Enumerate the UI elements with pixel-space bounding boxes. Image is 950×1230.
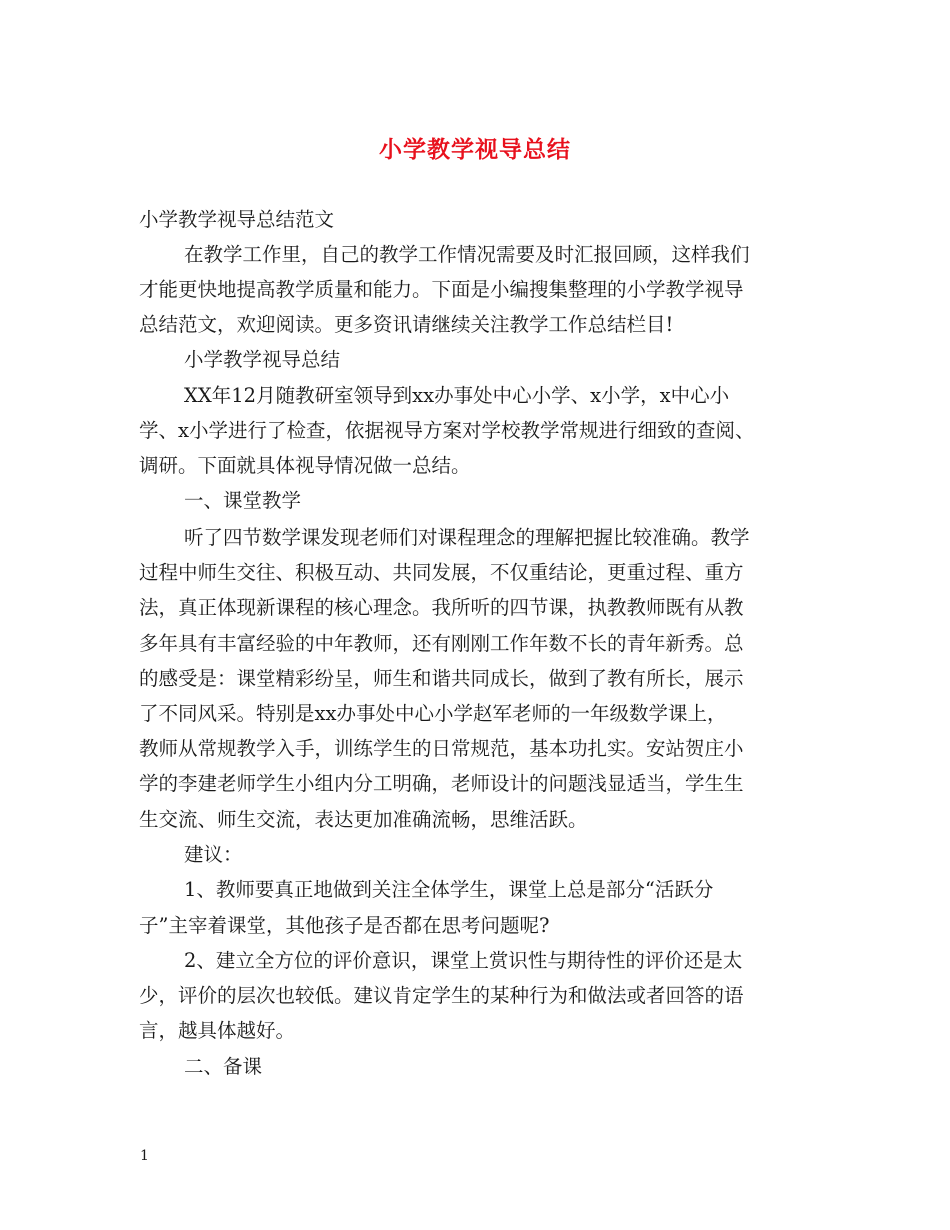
paragraph-line: 多年具有丰富经验的中年教师，还有刚刚工作年数不长的青年新秀。总 [139, 632, 744, 655]
paragraph-line: 法，真正体现新课程的核心理念。我所听的四节课，执教教师既有从教 [139, 596, 744, 619]
page-number: 1 [140, 1148, 149, 1164]
section-heading: 小学教学视导总结 [184, 348, 341, 371]
section-heading: 建议： [184, 843, 243, 866]
paragraph-line: 了不同风采。特别是xx办事处中心小学赵军老师的一年级数学课上， [139, 702, 727, 725]
paragraph-line: 才能更快地提高教学质量和能力。下面是小编搜集整理的小学教学视导 [139, 278, 744, 301]
paragraph-line: 调研。下面就具体视导情况做一总结。 [139, 454, 471, 477]
paragraph-line: 总结范文，欢迎阅读。更多资讯请继续关注教学工作总结栏目! [139, 313, 674, 336]
paragraph-line: 过程中师生交往、积极互动、共同发展，不仅重结论，更重过程、重方 [139, 561, 744, 584]
section-heading: 二、备课 [184, 1055, 263, 1078]
paragraph-line: 生交流、师生交流，表达更加准确流畅，思维活跃。 [139, 808, 588, 831]
paragraph-line: XX年12月随教研室领导到xx办事处中心小学、x小学，x中心小 [184, 384, 730, 407]
paragraph-line: 1、教师要真正地做到关注全体学生，课堂上总是部分“活跃分 [184, 878, 714, 901]
paragraph-line: 言，越具体越好。 [139, 1019, 296, 1042]
section-heading: 一、课堂教学 [184, 489, 302, 512]
document-title: 小学教学视导总结 [379, 136, 571, 163]
paragraph-line: 教师从常规教学入手，训练学生的日常规范，基本功扎实。安站贺庄小 [139, 737, 744, 760]
paragraph-line: 学的李建老师学生小组内分工明确，老师设计的问题浅显适当，学生生 [139, 772, 744, 795]
paragraph-line: 学、x小学进行了检查，依据视导方案对学校教学常规进行细致的查阅、 [139, 419, 755, 442]
paragraph-line: 在教学工作里，自己的教学工作情况需要及时汇报回顾，这样我们 [184, 243, 750, 266]
paragraph-line: 2、建立全方位的评价意识，课堂上赏识性与期待性的评价还是太 [184, 949, 743, 972]
paragraph-line: 听了四节数学课发现老师们对课程理念的理解把握比较准确。教学 [184, 526, 750, 549]
paragraph-line: 子”主宰着课堂，其他孩子是否都在思考问题呢? [139, 914, 550, 937]
paragraph-line: 的感受是：课堂精彩纷呈，师生和谐共同成长，做到了教有所长，展示 [139, 667, 744, 690]
subtitle-line: 小学教学视导总结范文 [139, 208, 335, 231]
paragraph-line: 少，评价的层次也较低。建议肯定学生的某种行为和做法或者回答的语 [139, 984, 744, 1007]
